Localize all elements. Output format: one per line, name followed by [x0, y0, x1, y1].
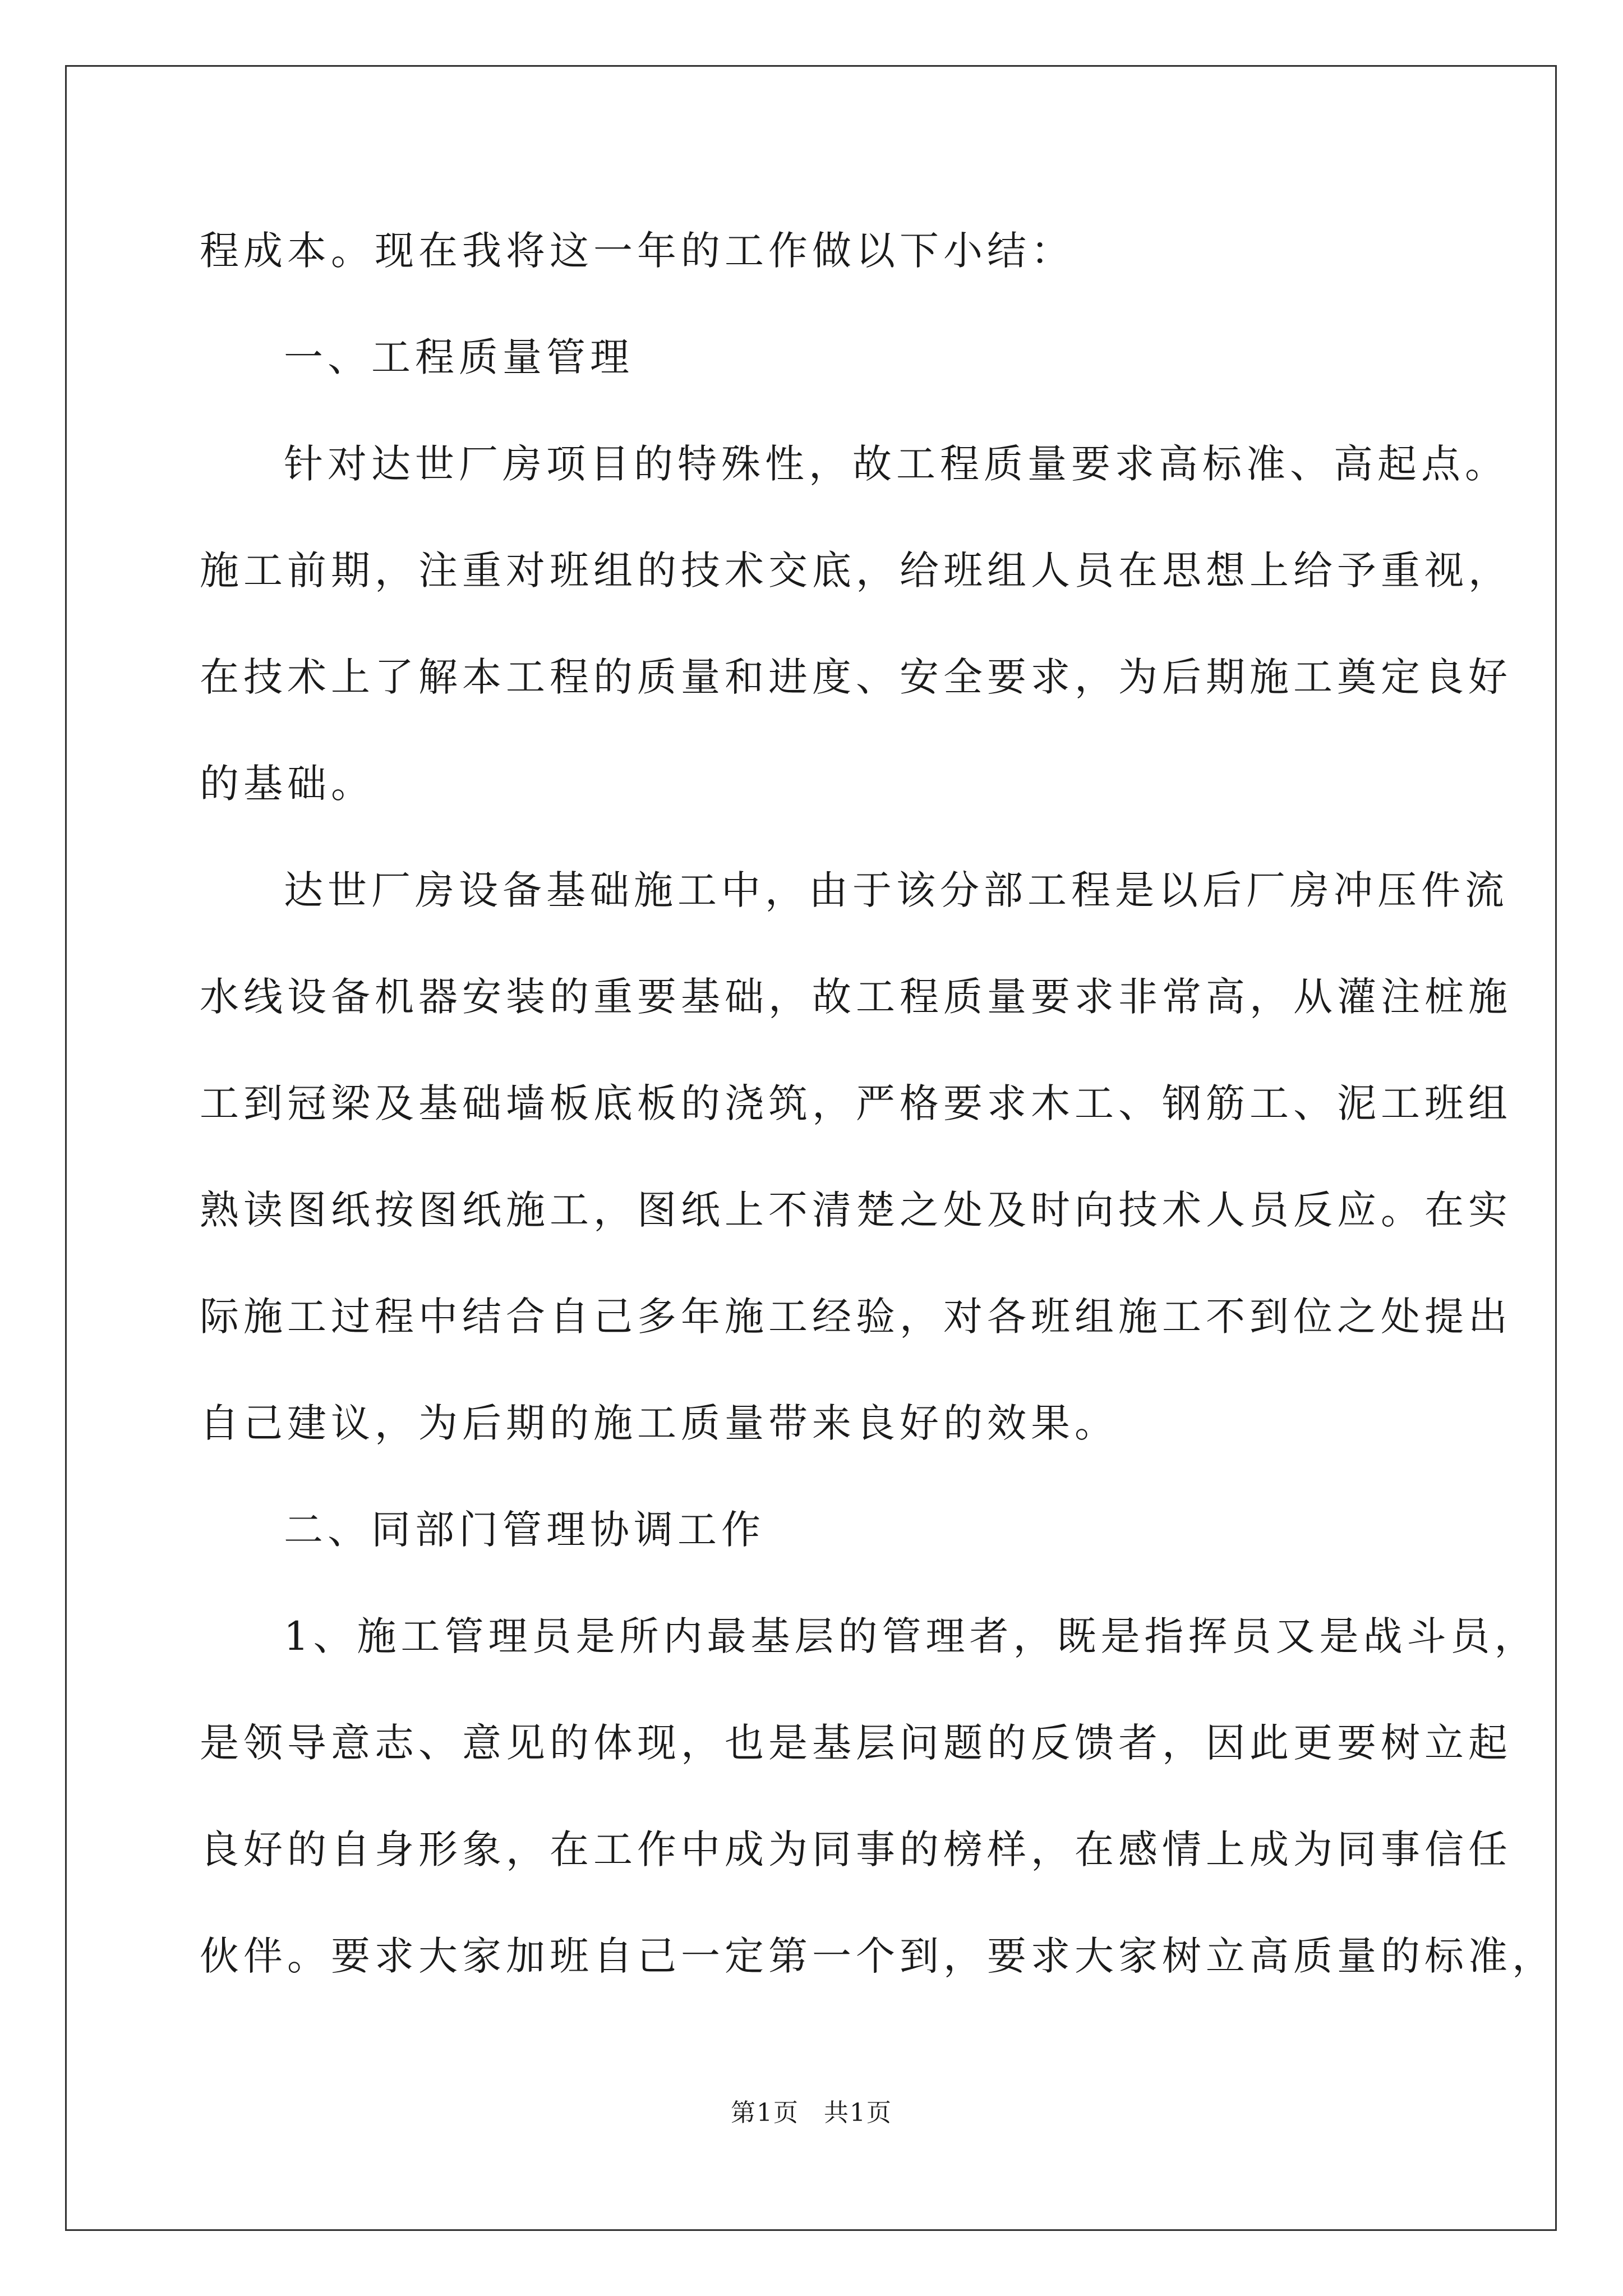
text-line: 达世厂房设备基础施工中，由于该分部工程是以后厂房冲压件流: [284, 867, 1509, 913]
text-line: 伙伴。要求大家加班自己一定第一个到，要求大家树立高质量的标准，: [200, 1933, 1556, 1979]
text-line: 工到冠梁及基础墙板底板的浇筑，严格要求木工、钢筋工、泥工班组: [200, 1080, 1512, 1126]
page-footer: [0, 2092, 1623, 2128]
text-line: 良好的自身形象，在工作中成为同事的榜样，在感情上成为同事信任: [200, 1826, 1512, 1872]
text-line: 自己建议，为后期的施工质量带来良好的效果。: [200, 1400, 1118, 1446]
text-line: 际施工过程中结合自己多年施工经验，对各班组施工不到位之处提出: [200, 1294, 1512, 1340]
document-body: [200, 222, 1556, 2034]
text-line: 的基础。: [200, 761, 375, 807]
text-line: 熟读图纸按图纸施工，图纸上不清楚之处及时向技术人员反应。在实: [200, 1187, 1512, 1233]
page-number-total: 共1页: [824, 2099, 892, 2127]
text-line: 水线设备机器安装的重要基础，故工程质量要求非常高，从灌注桩施: [200, 974, 1512, 1020]
text-line: 程成本。现在我将这一年的工作做以下小结：: [200, 228, 1075, 274]
section-heading: 一、工程质量管理: [284, 334, 634, 380]
page-number-current: 第1页: [731, 2099, 799, 2127]
section-heading: 二、同部门管理协调工作: [284, 1507, 765, 1553]
text-line: 1、施工管理员是所内最基层的管理者，既是指挥员又是战斗员，: [284, 1613, 1538, 1659]
text-line: 在技术上了解本工程的质量和进度、安全要求，为后期施工奠定良好: [200, 654, 1512, 700]
text-line: 针对达世厂房项目的特殊性，故工程质量要求高标准、高起点。: [284, 441, 1509, 487]
text-line: 施工前期，注重对班组的技术交底，给班组人员在思想上给予重视，: [200, 547, 1512, 593]
text-line: 是领导意志、意见的体现，也是基层问题的反馈者，因此更要树立起: [200, 1720, 1512, 1766]
